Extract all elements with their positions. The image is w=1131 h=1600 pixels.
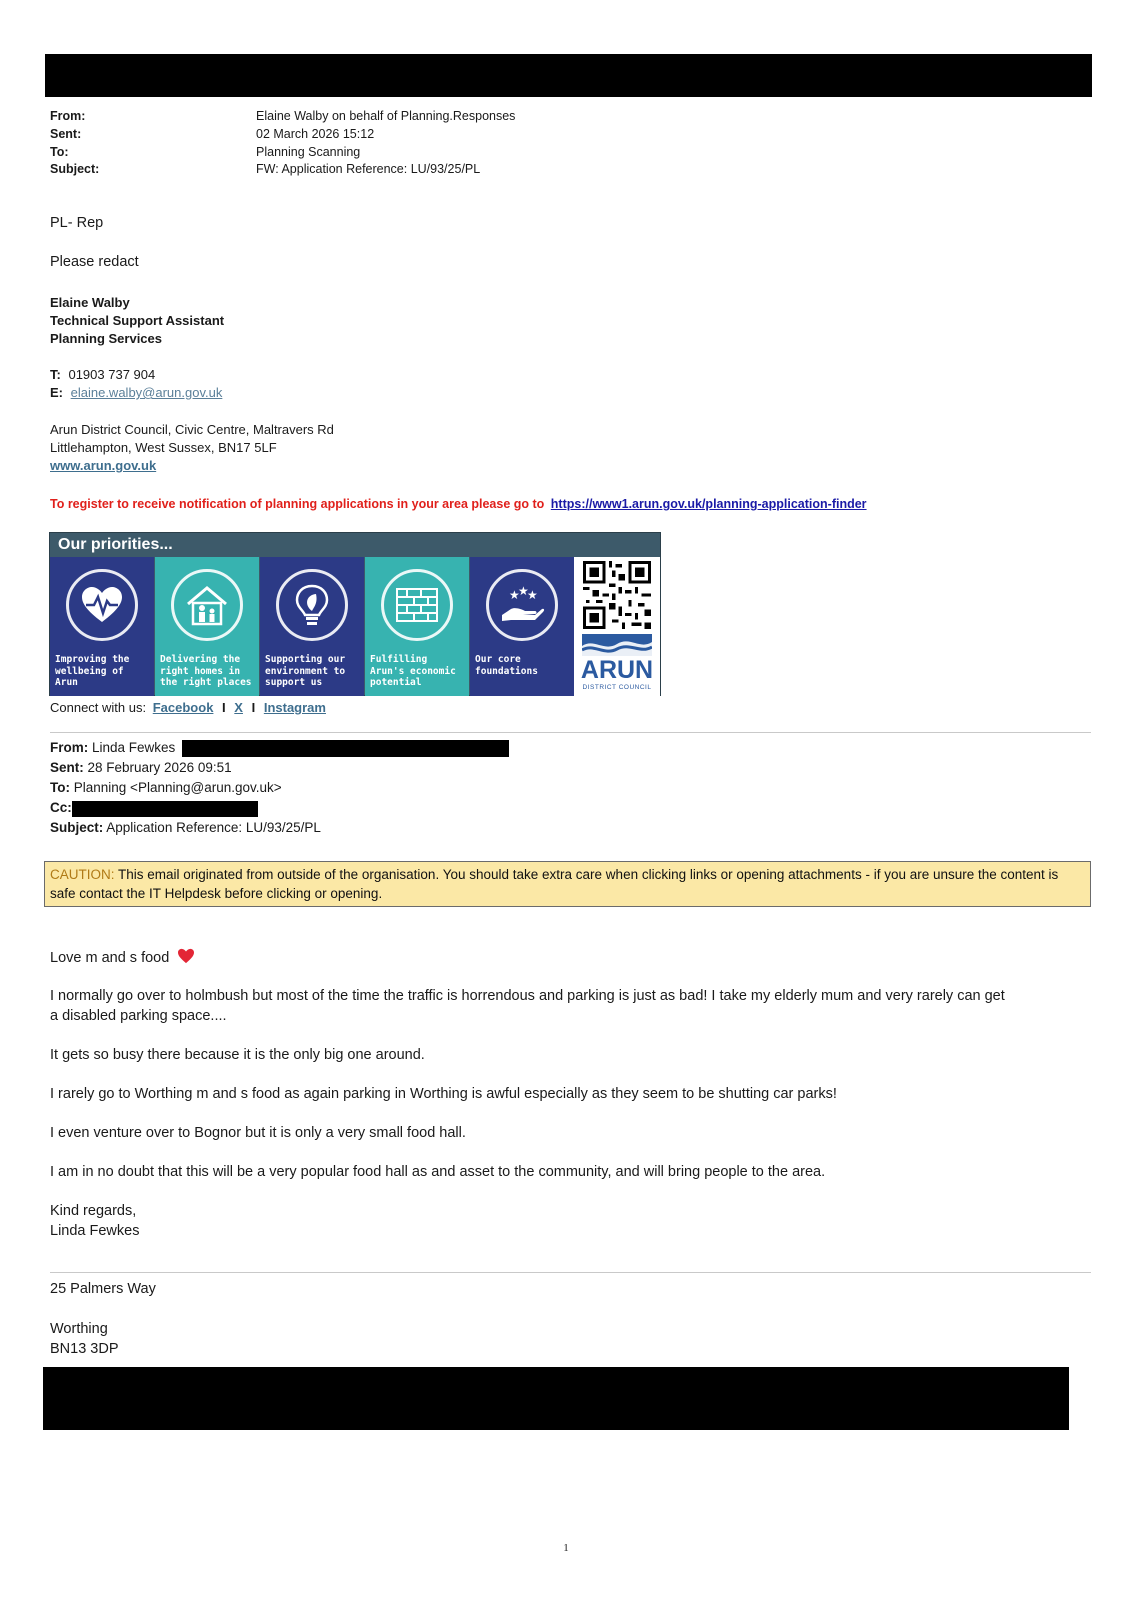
signature-phone-row	[50, 366, 155, 384]
body-p1-text: Love m and s food	[50, 950, 170, 966]
register-text: To register to receive notification of planning applications in your area please go to	[50, 497, 545, 511]
page-number: 1	[563, 1542, 569, 1554]
connect-label: Connect with us:	[50, 700, 147, 715]
arun-wave-icon	[582, 634, 652, 656]
fwd-sent-label: Sent:	[50, 760, 84, 775]
signature-role: Technical Support Assistant	[50, 313, 225, 328]
connect-separator: I	[222, 700, 226, 715]
register-row	[50, 495, 867, 513]
redaction-bar-top	[45, 54, 1092, 97]
arun-logo-subtext: DISTRICT COUNCIL	[582, 684, 652, 691]
x-link[interactable]: X	[234, 700, 243, 715]
fwd-cc-label: Cc:	[50, 800, 72, 815]
tile-label-economic: Fulfilling Arun's economic potential	[370, 654, 456, 688]
intro-line-rep: PL- Rep	[50, 215, 104, 231]
tile-label-wellbeing: Improving the wellbeing of Arun	[55, 654, 130, 688]
divider-address	[50, 1272, 1091, 1273]
red-heart-icon	[177, 948, 195, 964]
svg-text:★: ★	[509, 588, 520, 602]
qr-logo-tile	[574, 557, 660, 696]
caution-banner	[44, 861, 1091, 907]
fwd-from-row	[50, 739, 175, 757]
instagram-link[interactable]: Instagram	[263, 700, 326, 715]
tile-label-environment: Supporting our environment to support us	[265, 654, 346, 688]
priority-tile-economic	[365, 557, 469, 696]
header-to-value: Planning Scanning	[256, 145, 361, 159]
body-paragraph-2: I normally go over to holmbush but most of the time the traffic is horrendous and parking is just as bad! I take my elderly mum and very rarely can get	[50, 988, 1005, 1004]
phone-label: T:	[50, 367, 61, 382]
priority-tile-homes	[155, 557, 259, 696]
fwd-subject-label: Subject:	[50, 820, 104, 835]
brick-wall-icon	[381, 569, 453, 641]
qr-code-icon	[583, 561, 651, 629]
fwd-to-row	[50, 779, 282, 797]
priority-tile-foundations	[470, 557, 574, 696]
header-from-value: Elaine Walby on behalf of Planning.Responses	[256, 109, 516, 123]
connect-separator-2: I	[251, 700, 256, 715]
body-paragraph-5: I even venture over to Bognor but it is only a very small food hall.	[50, 1125, 466, 1141]
lightbulb-leaf-icon	[276, 569, 348, 641]
fwd-sent-row	[50, 759, 232, 777]
heart-pulse-icon	[66, 569, 138, 641]
banner-title: Our priorities...	[58, 536, 173, 553]
svg-text:★: ★	[518, 585, 529, 598]
header-from-label: From:	[50, 109, 86, 123]
signature-dept: Planning Services	[50, 331, 162, 346]
facebook-link[interactable]: Facebook	[152, 700, 214, 715]
register-link[interactable]: https://www1.arun.gov.uk/planning-application-finder	[550, 497, 867, 511]
divider-forward	[50, 732, 1091, 733]
redaction-cc	[72, 801, 258, 817]
header-subject-value: FW: Application Reference: LU/93/25/PL	[256, 162, 481, 176]
address-line-2: Littlehampton, West Sussex, BN17 5LF	[50, 440, 277, 455]
header-sent-value: 02 March 2026 15:12	[256, 127, 375, 141]
body-paragraph-4: I rarely go to Worthing m and s food as again parking in Worthing is awful especially as they seem to be shutting car parks!	[50, 1086, 837, 1102]
fwd-subject-row	[50, 819, 321, 837]
fwd-cc-row	[50, 799, 72, 817]
redaction-from-email	[182, 740, 509, 757]
hand-stars-icon	[486, 569, 558, 641]
svg-text:★: ★	[527, 588, 538, 602]
header-sent-label: Sent:	[50, 127, 82, 141]
priority-tile-environment	[260, 557, 364, 696]
fwd-from-label: From:	[50, 740, 89, 755]
phone-value: 01903 737 904	[68, 367, 156, 382]
body-regards: Kind regards,	[50, 1203, 137, 1219]
tile-label-foundations: Our core foundations	[475, 654, 538, 677]
tile-label-homes: Delivering the right homes in the right places	[160, 654, 252, 688]
fwd-subject-value: Application Reference: LU/93/25/PL	[106, 820, 321, 835]
body-sender: Linda Fewkes	[50, 1223, 140, 1239]
connect-row	[50, 699, 326, 717]
email-link[interactable]: elaine.walby@arun.gov.uk	[70, 385, 223, 400]
body-paragraph-1	[50, 948, 195, 968]
address-town: Worthing	[50, 1321, 108, 1337]
intro-line-redact: Please redact	[50, 254, 139, 270]
fwd-to-label: To:	[50, 780, 70, 795]
caution-label: CAUTION:	[50, 867, 115, 882]
signature-name: Elaine Walby	[50, 295, 130, 310]
house-family-icon	[171, 569, 243, 641]
fwd-sent-value: 28 February 2026 09:51	[87, 760, 232, 775]
arun-logo-text: ARUN	[580, 656, 654, 684]
priority-tile-wellbeing	[50, 557, 154, 696]
body-paragraph-3: It gets so busy there because it is the only big one around.	[50, 1047, 425, 1063]
priorities-banner	[49, 532, 661, 696]
fwd-to-value: Planning <Planning@arun.gov.uk>	[73, 780, 282, 795]
body-paragraph-6: I am in no doubt that this will be a very popular food hall as and asset to the community, and will bring people to the area.	[50, 1164, 826, 1180]
header-subject-label: Subject:	[50, 162, 100, 176]
address-street: 25 Palmers Way	[50, 1281, 156, 1297]
body-paragraph-2b: a disabled parking space....	[50, 1008, 227, 1024]
email-label: E:	[50, 385, 63, 400]
address-line-1: Arun District Council, Civic Centre, Maltravers Rd	[50, 422, 334, 437]
redaction-bar-bottom	[43, 1367, 1069, 1430]
website-link[interactable]: www.arun.gov.uk	[50, 458, 157, 473]
header-to-label: To:	[50, 145, 69, 159]
caution-text: This email originated from outside of the organisation. You should take extra care when clicking links or opening attachments - if you are unsure the content is safe contact the IT Helpdesk before clicking or opening.	[50, 867, 1059, 901]
signature-email-row	[50, 384, 222, 402]
address-postcode: BN13 3DP	[50, 1341, 119, 1357]
fwd-from-value: Linda Fewkes	[92, 740, 176, 755]
